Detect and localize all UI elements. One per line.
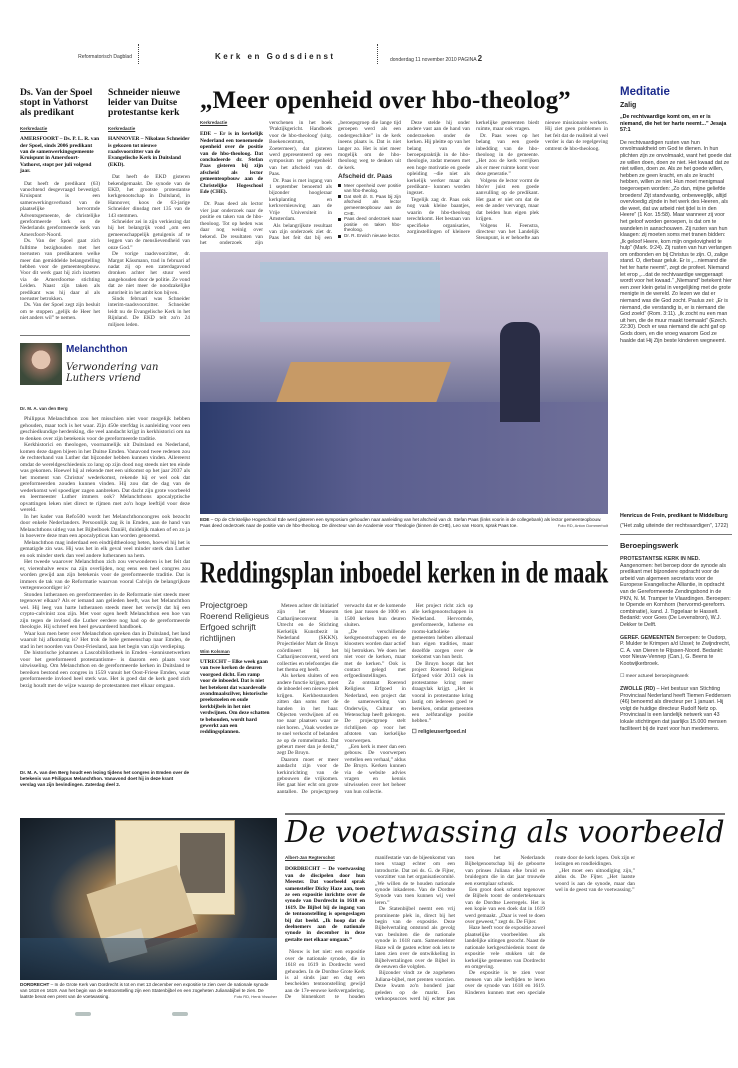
paragraph: De Statenbijbel neemt een vrij prominente plek in, direct bij het begin van de expositie. Deze Bijbelvertaling ontstond als gevolg van besluiten die de nationale synode in 1618 nam. Samenstelster Haze wil de gasten echter ook iets te laten zien over de ontwikkeling in Bijbelvertalingen over de Bijbel in de eeuwen die volgden.: [375, 906, 455, 970]
body: [200, 120, 608, 248]
bible-quote: „De rechtvaardige komt om, en er is niemand, die het ter harte neemt...” Jesaja 57:1: [620, 114, 727, 134]
page-number: 2: [477, 54, 483, 63]
photo-caption: [20, 982, 277, 1000]
box-item: Meer openheid over positie van hbo-theolog.: [338, 183, 401, 194]
headline: Ds. Van der Spoel stopt in Vathorst als predikant: [20, 87, 93, 119]
lead: DORDRECHT – De voetwassing van de discipelen door hun Meester. Dat voorbeeld sprak samensteller Dicky Haze aan, toen ze een expositie inrichtte over de synode van Dordrecht in 1618 en 1619. De Bijbel bij de ingang van de tentoonstelling is opengeslagen bij dat beeld. „Ik hoop dat de deelnemers aan de nationale synode in december in deze gestalte met elkaar omgaan.”: [285, 866, 365, 943]
meditatie-body: De rechtvaardigen rusten van hun onvolmaaktheid om God te dienen. In hun plichten zijn ze onvolmaakt, want het goede dat ze willen doen, doen ze niet. Het kwaad dat ze niet willen, doen ze. Als ze het goede willen, hebben ze geen kracht, en als ze kracht hebben, willen ze niet. Hun moet menigmaal toegeroepen worden: „Zo dan, mijne geliefde broeders! Zijt standvastig, onbeweeglijk, altijd overvloedig zijnde in het werk des Heeren, als die weet, dat uw arbeid niet ijdel is in den Heere” (1 Kor. 15:58). Maar wanneer zij voor het geloof worden geroepen, is dat om te wandelen in aanschouwen. Zij rusten van hun klaagen: zij moeten soms met tranen bidden: „Ik geloof Heere, kom mijn ongelovigheid te hulp” (Mark. 9:24). Zij rusten van hun verlangen om ontbonden en bij Christus te zijn. O, zalige stand. O, dierbaar geluk. Er is „...niemand die het ter harte neemt”, zegt de profeet. Niemand let erop „...dat de rechtvaardige weggeraapt wordt voor het kwaad.” „Niemand” betekent hier een zeer klein getal in vergelijking met de grote menigte in de wereld. Zo lezen we dat er niemand was die God zocht. Paulus zei: „Er is niemand, die verstandig is, er is niemand die God zoekt” (Rom. 3:11). „Ik zocht nu een man uit hen, die de muur maakt toemaakt” (Ezech. 22:30). Doch er was niemand die acht gaf op Gods doen, en die vroeg waarom God ze haalde dat Hij Zijn beste kinderen wegneemt.: [620, 139, 732, 344]
author-portrait: [20, 343, 62, 385]
paragraph: Dat heeft de predikant (63) vanochtend desgevraagd bevestigd. Kruispunt is een samenwerkingsverband van de plaatselijke hervormde Adventsgemeente, de christelijke gereformeerde kerk en de Nederlands gereformeerde kerk van Amersfoort-Noord.: [20, 180, 100, 238]
redding-intro: [200, 600, 270, 800]
paragraph: Meteen achter dit initiatief zijn het Museum Catharijneconvent in Utrecht en de Stichting Kerkelijk Kunstbezit in Nederland (SKKN). Projectleider Mart de Bruyn coördineert bij het Catharijneconvent, werd om collecties en telefoontjes die het thema erg heeft.: [277, 603, 339, 674]
paragraph: „Het moet een uitnodiging zijn,” aldus ds. De Fijter. „Het laatste woord is aan de synode, maar dan wel in de geest van de voetwassing.”: [555, 867, 635, 894]
paragraph: Een groot doek schetst tegenover de Bijbels toont de ondertekenaars van de Dordtse Leerregels. Het is een kopie van een doek dat in 1619 werd gemaakt. „Daar is veel te doen over geweest,” zegt ds. De Fijter.: [465, 887, 545, 926]
item-text: – Het bestuur van Stichting Provinciaal Nederland heeft Tiemen Feddersen (46) benoemd als directeur per 1 januari. Hij volgt de huidige directeur Rudolf Netz op. Provinciaal is een landelijk netwerk van 43 lokale stichtingen dat jaarlijks 15.000 mensen faciliteert bij de inzet voor hun medemens.: [620, 686, 731, 732]
paragraph: Als kerken sluiten of een andere functie krijgen, moet de inboedel een nieuwe plek krijgen. Kerkbestuurders zitten dan soms met de handen in het haar. Objecten verdwijnen af en toe naar plaatsen waar ze niet horen. „Vaak worden ze te snel verkocht of belanden ze op de rommelmarkt. Dat gebeurt meer dan je denkt,” zegt De Bruyn.: [277, 673, 339, 757]
entry-heading: GEREF. GEMEENTEN: [620, 634, 675, 641]
photo-credit: Foto RD, Henk Visscher: [234, 994, 277, 999]
footnote: Dr. M. A. van den Berg houdt een lezing tijdens het congres in Emden over de betekenis van Philippus Melanchthon. Vanavond doet hij in deze krant verslag van zijn bevindingen. Zaterdag deel 2.: [20, 770, 190, 787]
source: ("Het zalig uiteinde der rechtvaardigen", 1722): [620, 523, 729, 530]
beroepingswerk: [620, 541, 732, 732]
body: [108, 174, 190, 328]
section-heading: Beroepingswerk: [620, 541, 679, 550]
paragraph: Waar kun men beter over Melanchthon spreken dan in Duitsland, het land waaruit hij afkomstig is? Het trok de hele gemeenschap naar Emden, de stad in het noorden van Oost-Friesland, aan het begin van zijn verdieping.: [20, 630, 190, 650]
byline: Kerkredactie: [108, 126, 136, 132]
main-headline: „Meer openheid over hbo-theolog”: [200, 87, 571, 114]
deck: Projectgroep Roerend Religieus Erfgoed schrijft richtlijnen: [200, 600, 269, 643]
caption-text: – In de Grote Kerk van Dordrecht is tot en met 13 december een expositie te zien over de nationale synode van 1618 en 1619. Aan het begin van de tentoonstelling zijn een Statenbijbel en een zogeheten Julianabijbel te zien. De laatste bevat een prent van de voetwassing.: [20, 982, 269, 999]
headline: Schneider nieuwe leider van Duitse protestantse kerk: [108, 87, 181, 119]
caption-place: EDE: [200, 517, 210, 522]
paragraph: Als belangrijkste resultaat van zijn onderzoek ziet dr. Paas het feit dat bij een „beroepsgroep die lange tijd geroepen werd als een ondergeschikte” in de kerk ineens plaats is. Dat is niet langer zo. Het is niet meer mogelijk om de hbo-theoloog weg te denken uit de kerk.: [269, 120, 401, 242]
lead: AMERSFOORT – Ds. P. L. R. van der Spoel, sinds 2006 predikant van de samenwerkingsgemeente Kruispunt in Amersfoort-Vathorst, stopt per juli volgend jaar.: [20, 136, 100, 175]
divider: [620, 534, 732, 535]
bible-exhibit-photo: [20, 818, 277, 980]
paragraph: De historische johannes a Lascobibliotheek in Emden –kennisnetwerken voor het gereformeerd protestantisme– is daarom een plaats voor uitwisseling. Om Melanchthon en de gereformeerde kerken in Duitsland te bereiken bestond een congres in 1559 vanuit het Oost-Friese Emden, waar gereformeerde invloed heel sterk was. Het is goed dat de kerk goed zich bezig houdt met de wijze waarop de protestanten met elkaar omgaan.: [20, 650, 190, 689]
link-text[interactable]: meer actueel beroepingswerk: [625, 673, 689, 679]
article-main: [200, 120, 608, 248]
paragraph: Het project richt zich op alle kerkgenootschappen in Nederland. Hervormde, gereformeerde, lutherse en rooms-katholieke gemeenten hebben allemaal hun eigen tradities, maar dezelfde zorgen over de toekomst van hun bezit.: [411, 603, 474, 661]
paragraph: Zo ontstaat Roerend Religieus Erfgoed in Nederland, een project dat de samenwerking van Onderwijs, Cultuur en Wetenschap heeft gekregen. De projectgroep stelt richtlijnen op voor het afstoten van kerkelijke voorwerpen.: [344, 679, 406, 744]
paragraph: Tegelijk zag dr. Paas ook nog vaak kleine baantjes, waarin de hbo-theoloog terechtkomt. Het bestaan van specifieke organisaties, zorginstellingen of kleinere kerkelijke gemeenten biedt ruimte, maar ook vragen.: [407, 120, 539, 235]
paragraph: Melanchthon mag inderdaad een eindtijdtheoloog heten, hoewel hij het is gematigde zin was. Hij was het in elk geval veel minder sterk dan Luther en ook minder sterk dan veel andere lutheranen na hem.: [20, 539, 190, 559]
paragraph: Het tweede waarover Melanchthon zich zou verwonderen is het feit dat er, vierenhalve eeuw na zijn overlijden, nog eens een heel congres zou worden gewijd aan zijn betekenis voor de gereformeerde traditie. Dat is immers de tak van de Reformatie waarvan vooral Calvijn de belangrijkste vertegenwoordiger is?: [20, 559, 190, 591]
article-spoel: [20, 88, 100, 328]
symposium-photo: [200, 252, 608, 514]
byline: Dr. M. A. van den Berg: [20, 406, 68, 411]
box-item: Paas deed onderzoek naar positie en taken hbo-theoloog.: [338, 216, 401, 233]
column-label: Melanchthon: [66, 344, 128, 355]
voet-body: [285, 855, 725, 1005]
box-item: Dr. R. Erwich nieuwe lector.: [338, 233, 401, 239]
paragraph: Schneider zei in zijn verkiezing dat hij het belangrijk vond „om een gemeenschappelijk getuigenis af te leggen van de menslievendheid van onze God.”: [108, 219, 190, 251]
paragraph: Nieuw is het niet: een expositie over de nationale synode, die in 1618 en 1619 in Dordrecht werd gehouden. In de Dordtse Grote Kerk is al sinds jaar en dag een bescheiden tentoonstelling gewijd aan de 17e-eeuwse kerkvergadering. De binnenkort te houden manifestatie van de bijeenkomst van toen vraagt echter om een introductie. Dat zei ds. G. de Fijter, voorzitter van het organisatiecomité. „We willen de te houden nationale synode inkaderen. Van de Dordtse Synode van toen kunnen wij veel leren.”: [285, 855, 455, 1001]
column-label: Meditatie: [620, 86, 670, 98]
paragraph: Dr. Paas wees op het belang van een goede inbedding van de hbo-theoloog in de gemeente. „Het zou de kerk verrijken als er meer ruimte komt voor deze generatie.”: [476, 132, 539, 178]
divider: [200, 545, 608, 546]
paragraph: Kerkhistorici en theologen, voornamelijk uit Duitsland en Nederland, komen deze dagen bijeen in het Duitse Emden. Vanavond twee redenen zou de rechterhand van Luther dat bijzonder hebben kunnen vinden. Allereerst omdat de wereldgeschiedenis zo lang op zijn dood nog steeds niet ten einde was gekomen. Hoewel hij al rekende met een uitkomst op het jaar 2037 als het moment van Christus' wederkomst, rekende hij er wel ook dat gereformeerden zouden kunnen vinden. Hij zou dat de dag van de wederkomst wel spoediger zagen aanbreken. Dat dacht zijn grote voorbeeld en leermeester Luther immers ook? Melanchthons apocalyptische opvattingen leken niet direct te rijmen met zo'n hoge leeftijd voor deze wereld.: [20, 442, 190, 513]
meditatie-title: Zalig: [620, 102, 637, 109]
registration-mark: [75, 1012, 91, 1016]
newspaper-name: Reformatorisch Dagblad: [78, 54, 132, 60]
website-link[interactable]: ☐ religieuserfgoed.nl: [411, 728, 467, 735]
entry: [620, 635, 732, 668]
paragraph: Volgens de lector vormt de hbo'er juist een goede aanvulling op de predikant. Het gaat er niet om dat de een de ander vervangt, maar dat beiden hun eigen plek krijgen.: [476, 177, 539, 223]
column-title: Verwondering van Luthers vriend: [66, 362, 159, 384]
paragraph: Stonden lutheranen en gereformeerden in de Reformatie niet steeds meer tegenover elkaar? Als er iemand aan gelieden heeft, was het Melanchthon wel. Hij leeg van harte lutheranen steeds meer het verwijt dat hij een crypto-calvinist zou zijn. Met voor ogen heeft Melanchthon een hoe van zijn tegen de invloed die Luther eerdere nog had op de gereformeerde theologie. Hij schreef een heel gewaardeerd handboek.: [20, 591, 190, 630]
photo-caption: [200, 517, 608, 529]
header-divider: [377, 44, 378, 64]
redding-body: [277, 603, 608, 799]
paragraph: Bijzonder vindt ze de zogeheten Juliana-bijbel, met prenten voorzien. Deze kwam zo'n honderd jaar geleden op de markt. Een verkoopsucces werd hij echter pas toen het Nederlands Bijbelgenootschap bij de geboorte van prinses Juliana elke bruid en bruidegom die in dat jaar trouwde een exemplaar schonk.: [375, 855, 545, 1002]
lead: HANNOVER – Nikolaus Schneider is gekozen tot nieuwe raadsvoorzitter van de Evangelische Kerk in Duitsland (EKD).: [108, 136, 190, 168]
paragraph: „De verschillende kerkgenootschappen en de kloosters worden daar actief bij betrokken. We doen het niet voor de kerken, maar met de kerken.” Ook is contact gelegd met erfgoedinstellingen.: [344, 628, 406, 680]
entry: [620, 556, 732, 629]
entry-text: Aangenomen: het beroep door de synode als predikant met bijzondere opdracht voor de arbeid van algemeen secretaris voor de Europese Evangelische Alliantie, in opdracht van de Gereformeerde Zendingsbond in de PKN, N. M. Tramper te Vlaardingen. Beroepen: te Opende en Kornhorn (hervormd-gereform. combinatie), kand. J. Tiggelaar te Hasselt. Bedankt: voor Goes (De Levensbron), W.J. Dekker te Delft.: [620, 562, 731, 628]
byline: Kerkredactie: [20, 126, 48, 132]
item-heading: ZWOLLE (RD): [620, 686, 656, 693]
melanchthon-body: [20, 416, 190, 766]
paragraph: Ds. Van der Spoel zegt zijn besluit om te stoppen „gelijk de Heer het niet anders wil” te nemen.: [20, 302, 100, 322]
paragraph: De Bruyn hoopt dat het project Roerend Religieus Erfgoed vóór 2013 ook in protestantse kring meer draagvlak krijgt. „Het is vooral in protestantse kring lastig om iedereen goed te bereiken, omdat gemeenten een zelfstandige positie hebben.”: [411, 660, 474, 725]
redding-headline: Reddingsplan inboedel kerken in de maak: [200, 554, 609, 590]
link-text[interactable]: religieuserfgoed.nl: [418, 728, 467, 735]
melanchthon-article: [20, 416, 190, 788]
paragraph: Dr. Paas is met ingang van 1 september benoemd als bijzonder hoogleraar kerkplanting en kerkvernieuwing aan de Vrije Universiteit in Amsterdam.: [269, 177, 332, 223]
paragraph: Philippus Melanchthon zou het misschien niet voor mogelijk hebben gehouden, maar toch is het waar. Zijn 450e sterfdag is aanleiding voor een geschiedkundige herdenking, die veel aandacht krijgt in kerkhistorici om na te denken over zijn betekenis voor de gereformeerde traditie.: [20, 416, 190, 442]
paragraph: Dat heeft de EKD gisteren bekendgemaakt. De synode van de EKD, het grootste protestantse kerkgenootschap in Duitsland, in Hannover, koos de 63-jarige Schneider dinsdag met 135 van de 143 stemmen.: [108, 174, 190, 219]
entry-text: Beroepen: te Oudorp, P. Mulder te Krimpen a/d IJssel; te Zwijndrecht, C. A. van Dieren te Rijssen-Noord. Bedankt: voor Nieuw-Vennep (Can.), G. Beens te Kootwijkerbroek.: [620, 634, 731, 667]
section-title: Kerk en Godsdienst: [215, 52, 336, 61]
paragraph: Haze heeft voor de expositie zowel plaatselijke voorbeelden als landelijke uitingen gezocht. Naast de nationale kerkgeschiedenis toont de expositie vele stukken uit de kerkelijke gemeenten van Dordrecht en omgeving.: [465, 925, 545, 970]
more-link[interactable]: ☐ meer actueel beroepingswerk: [620, 673, 689, 679]
meditatie-column: [620, 86, 732, 530]
paragraph: Deze stelde hij onder andere vast aan de hand van onderzoeken onder de kerken. Hij pleitte op van het belang van de beroepspraktijk in de hbo-theologie, zodat mensen met een hoge motivatie en goede opleiding –die niet als kerkelijk werker maar als predikant– kunnen worden ingezet.: [407, 120, 470, 197]
caption-text: – Op de Christelijke Hogeschool Ede werd gisteren een symposium gehouden naar aanleiding van het afscheid van dr. Stefan Paas (links voorin in de collegebank) als lector gemeenteopbouw. Paas deed onderzoek naar de positie van de hbo-theoloog. De directeur van de Academie voor Theologie (binnen de CHE), Leo van Hoorn, sprak Paas toe.: [200, 517, 602, 528]
paragraph: Dr. Paas deed als lector vier jaar onderzoek naar de positie en taken van de hbo-theoloog. Tot op heden was daar nog weinig over bekend. De resultaten van het onderzoek zijn verschenen in het boek 'Praktijkgericht. Handboek voor de hbo-theoloog' (uitg. Boekencentrum, Zoetermeer), dat gisteren werd gepresenteerd op een symposium ter gelegenheid van het afscheid van dr. Paas.: [200, 120, 332, 246]
caption-place: DORDRECHT: [20, 982, 50, 987]
divider: [20, 335, 190, 336]
body: [20, 181, 100, 328]
byline: Kerkredactie: [200, 120, 228, 125]
lead: EDE – Er is in kerkelijk Nederland een toenemende openheid over de positie van de hbo-theoloog. Dat concludeerde dr. Stefan Paas gisteren bij zijn afscheid als lector gemeenteopbouw aan de Christelijke Hogeschool Ede (CHE).: [200, 131, 263, 196]
paragraph: De expositie is te zien voor mensen van alle leeftijden te leren over de synode van 1618 en 1619. Kinderen kunnen met een speciale route door de kerk lopen. Ook zijn er lezingen en rondleidingen.: [465, 855, 635, 996]
article-schneider: [108, 88, 190, 328]
paragraph: De vorige raadsvoorzitter, dr. Margot Kässmann, trad in februari af nadat zij op een zaterdagavond dronken achter het stuur werd aangehouden door de politie. Ze vond dat ze niet meer de noodzakelijke autoriteit in het ambt kon bijven.: [108, 251, 190, 296]
news-item: [620, 686, 732, 732]
paragraph: Volgens H. Feenstra, directeur van het Landelijk Steunpunt, is er behoefte aan nieuwe missionaire werkers. Hij ziet geen problemen in het feit dat de realiteit al veel verder is dan de regelgeving omtrent de hbo-theoloog.: [476, 120, 608, 242]
paragraph: Sinds februari was Schneider interim-raadsvoorzitter. Schneider leidt nu de Evangelische Kerk in het Rijnland. De EKD telt zo'n 24 miljoen leden.: [108, 295, 190, 328]
entry-heading: PROTESTANTSE KERK IN NED.: [620, 556, 700, 562]
paragraph: „Een kerk is meer dan een gebouw. De voorwerpen vertellen een verhaal,” aldus De Bruyn. Kerken kunnen via de website advies vragen en kennis uitwisselen over het beheer van hun collectie.: [344, 743, 406, 795]
byline: Albert-Jan Regterschot: [285, 855, 335, 860]
box-item: Dat stelt dr. S. Paas bij zijn afscheid als lector gemeenteopbouw aan de CHE.: [338, 194, 401, 216]
header-divider: [138, 44, 139, 64]
lead: UTRECHT – Elke week gaan van twee kerken de deuren voorgoed dicht. Een ramp voor de inboedel. Dat is niet het betekent dat waardevolle avondmaalszilver, historische preekstoelen en oude kerkbijbels in het niet verdwijnen. Om deze schatten te behouden, wordt hard gewerkt aan een reddingsplannen.: [200, 659, 270, 736]
photo-credit: Foto RD, Anton Dommerholt: [557, 523, 608, 528]
paragraph: Daarom moet er meer aandacht zijn voor de kerkinrichting van de gebouwen die vrijkomen. Het gaat hier echt om grote aantallen. De projectgroep verwacht dat er de komende tien jaar tussen de 1000 en 1500 kerken hun deuren sluiten.: [277, 603, 406, 795]
voet-headline: De voetwassing als voorbeeld: [285, 815, 725, 850]
paragraph: Ds. Van der Spoel gaat zich fulltime bezighouden met het toerusten van predikanten welke meer dan gemiddelde belangstelling hebben voor de gemeenteopbouw. Voor dit werk gaat hij zich inzetten via de Amersfoortse stichting Leiden. Naast zijn taken als predikant was hij daar al als toeruster betrokken.: [20, 238, 100, 302]
box-title: Afscheid dr. Paas: [338, 173, 393, 181]
paragraph: In het kader van Refo500 wordt het Melanchthoncongres ook bezocht door enkele Nederlanders. Persoonlijk zag ik in Emden, aan de hand van Melanchthons uitleg van het Bijbelboek Daniël, duidelijk maken of en zo ja in hoeverre deze man een apocalypticus kan worden genoemd.: [20, 513, 190, 539]
afscheid-box: [338, 171, 401, 241]
date-line: [390, 54, 482, 63]
byline: Wim Kolsman: [200, 649, 230, 654]
date: donderdag 11 november 2010 PAGINA: [390, 57, 477, 63]
author: Henricus de Frein, predikant te Middelburg: [620, 512, 728, 519]
registration-mark: [172, 1012, 188, 1016]
